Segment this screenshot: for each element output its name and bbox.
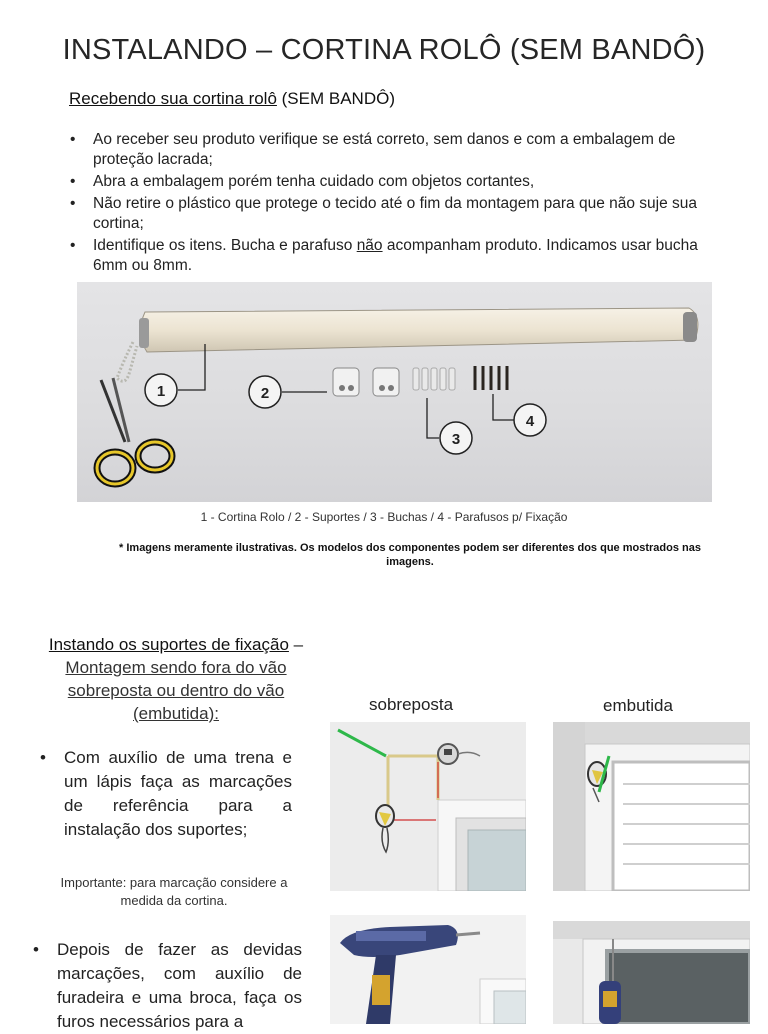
sobreposta-drilling-photo: [330, 915, 526, 1024]
embutida-drilling-photo: [553, 921, 750, 1024]
important-note: Importante: para marcação considere a medida da cortina.: [60, 875, 288, 908]
bullet-emphasis: não: [356, 237, 383, 254]
embutida-marking-photo: [553, 722, 750, 891]
section-heading-dash: –: [288, 635, 304, 654]
bullet-item: • Abra a embalagem porém tenha cuidado com objetos cortantes,: [70, 172, 730, 192]
step-drilling: [33, 938, 302, 1034]
step-text: Com auxílio de uma trena e um lápis faça as marcações de referência para a instalação dos suportes;: [64, 748, 292, 839]
components-photo: [77, 282, 712, 502]
label-sobreposta: sobreposta: [369, 695, 454, 714]
label-embutida: embutida: [603, 696, 673, 715]
callout-label-4: 4: [525, 413, 535, 430]
step-marking: [40, 746, 292, 842]
section-heading-rest: Montagem sendo fora do vão sobreposta ou dentro do vão (embutida):: [65, 658, 287, 723]
bullet-item: • Ao receber seu produto verifique se está correto, sem danos e com a embalagem de proteção lacrada;: [70, 130, 730, 170]
bullet-text: acompanham produto. Indicamos usar bucha 6mm ou 8mm.: [93, 237, 698, 274]
bullet-dot: •: [40, 748, 46, 767]
sobreposta-marking-photo: [330, 722, 526, 891]
page-title: INSTALANDO – CORTINA ROLÔ (SEM BANDÔ): [62, 34, 706, 66]
bullet-item: [70, 236, 730, 276]
callout-label-3: 3: [451, 431, 461, 448]
receiving-bullet-list: [70, 130, 730, 278]
photo-caption: 1 - Cortina Rolo / 2 - Suportes / 3 - Buchas / 4 - Parafusos p/ Fixação: [200, 510, 568, 524]
section-heading-rest: (SEM BANDÔ): [276, 89, 395, 108]
callout-label-1: 1: [156, 383, 166, 400]
callout-label-2: 2: [260, 385, 270, 402]
section-heading-underlined: Instando os suportes de fixação: [48, 635, 289, 654]
bullet-dot: •: [33, 940, 39, 959]
disclaimer-note: * Imagens meramente ilustrativas. Os modelos dos componentes podem ser diferentes dos que mostrados nas imagens.: [119, 542, 701, 568]
section-heading-underlined: Recebendo sua cortina rolô: [69, 89, 277, 108]
section-heading-brackets: [40, 633, 312, 725]
bullet-item: • Não retire o plástico que protege o tecido até o fim da montagem para que não suje sua cortina;: [70, 194, 730, 234]
bullet-text: Identifique os itens. Bucha e parafuso: [93, 237, 357, 254]
section-heading-receiving: [69, 89, 395, 109]
step-text: Depois de fazer as devidas marcações, com auxílio de furadeira e uma broca, faça os furos necessários para a: [57, 940, 302, 1031]
